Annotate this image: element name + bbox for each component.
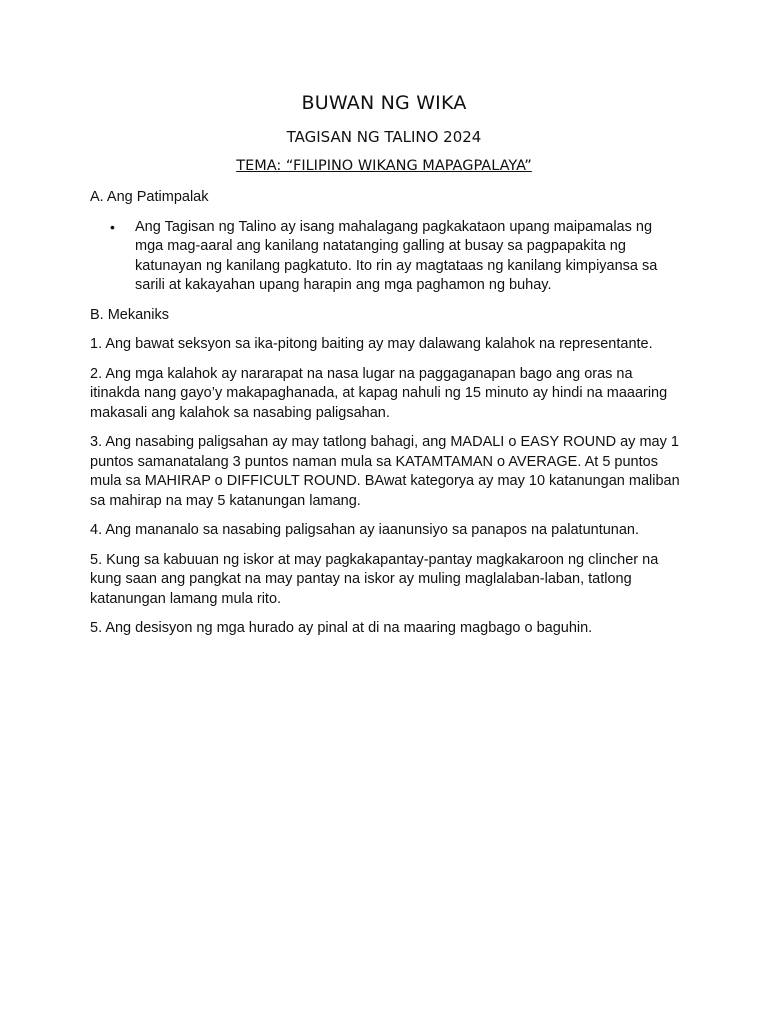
theme-text: TEMA: “FILIPINO WIKANG MAPAGPALAYA” [236,158,532,174]
mechanics-item-6: 5. Ang desisyon ng mga hurado ay pinal at di na maaring magbago o baguhin. [90,620,593,636]
mechanics-item-4: 4. Ang mananalo sa nasabing paligsahan ay iaanunsiyo sa panapos na palatuntunan. [90,522,640,538]
bullet-item [90,218,680,296]
mechanics-item-5: 5. Kung sa kabuuan ng iskor at may pagkakapantay-pantay magkakaroon ng clincher na kung saan ang pangkat na may pantay na iskor ay muling maglalaban-laban, tatlong katanungan lamang mula rito. [90,551,659,607]
section-a-heading: A. Ang Patimpalak [90,189,209,205]
mechanics-item-3: 3. Ang nasabing paligsahan ay may tatlong bahagi, ang MADALI o EASY ROUND ay may 1 puntos samanatalang 3 puntos naman mula sa KATAMTAMAN o AVERAGE. At 5 puntos mula sa MAHIRAP o DIFFICULT ROUND. BAwat kategorya ay may 10 katanungan maliban sa mahirap na may 5 katanungan lamang. [90,434,680,509]
section-b-heading: B. Mekaniks [90,306,169,323]
document-title: BUWAN NG WIKA [301,92,467,114]
bullet-text: Ang Tagisan ng Talino ay isang mahalagang pagkakataon upang maipamalas ng mga mag-aaral ang kanilang natatanging galling at busay sa pagpapakita ng katunayan ng kanilang pagkatuto. Ito rin ay magtataas ng kanilang kimpiyansa sa sarili at kakayahan upang harapin ang mga paghamon ng buhay. [135,218,658,293]
mechanics-item-1: 1. Ang bawat seksyon sa ika-pitong baiting ay may dalawang kalahok na representante. [90,336,653,352]
document-body [90,188,680,649]
document-subtitle: TAGISAN NG TALINO 2024 [286,128,482,146]
bullet-symbol: • [110,218,115,235]
document-theme [0,158,768,174]
mechanics-item-2: 2. Ang mga kalahok ay nararapat na nasa lugar na paggaganapan bago ang oras na itinakda nang gayo’y makapaghanada, at kapag nahuli ng 15 minuto ay hindi na maaaring makasali ang kalahok sa nasabing paligsahan. [90,365,668,421]
